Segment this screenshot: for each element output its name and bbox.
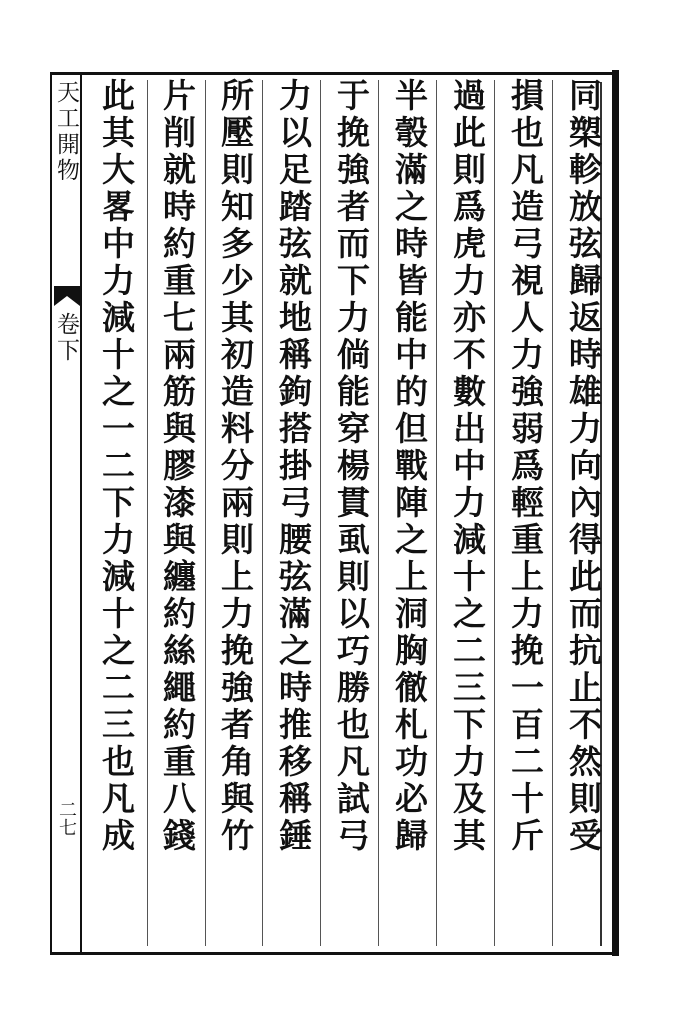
frame-bottom-rule <box>50 952 618 955</box>
column-divider <box>205 80 206 946</box>
text-column: 損也凡造弓視人力強弱爲輕重上力挽一百二十斤 <box>506 78 545 855</box>
text-column: 此其大畧中力減十之一二下力減十之二三也凡成 <box>97 78 136 855</box>
fish-tail-icon <box>54 286 80 306</box>
text-column: 力以足踏弦就地稱鉤搭掛弓腰弦滿之時推移稱錘 <box>274 78 313 855</box>
text-column: 所壓則知多少其初造料分兩則上力挽強者角與竹 <box>216 78 255 855</box>
text-column: 過此則爲虎力亦不數出中力減十之二三下力及其 <box>448 78 487 855</box>
text-column: 同槊軫放弦歸返時雄力向內得此而抗止不然則受 <box>564 78 603 855</box>
margin-divider-rule <box>80 72 82 954</box>
page-margin-column <box>52 80 80 950</box>
page-number: 二七 <box>56 800 77 836</box>
text-column: 片削就時約重七兩筋與膠漆與纏約絲繩約重八錢 <box>158 78 197 855</box>
column-divider <box>147 80 148 946</box>
text-column: 半彀滿之時皆能中的但戰陣之上洞胸徹札功必歸 <box>390 78 429 855</box>
frame-right-rule <box>612 70 619 956</box>
volume-label: 卷下 <box>53 312 79 364</box>
book-title: 天工開物 <box>53 80 79 184</box>
frame-top-rule <box>50 72 618 75</box>
text-column: 于挽強者而下力倘能穿楊貫虱則以巧勝也凡試弓 <box>332 78 371 855</box>
